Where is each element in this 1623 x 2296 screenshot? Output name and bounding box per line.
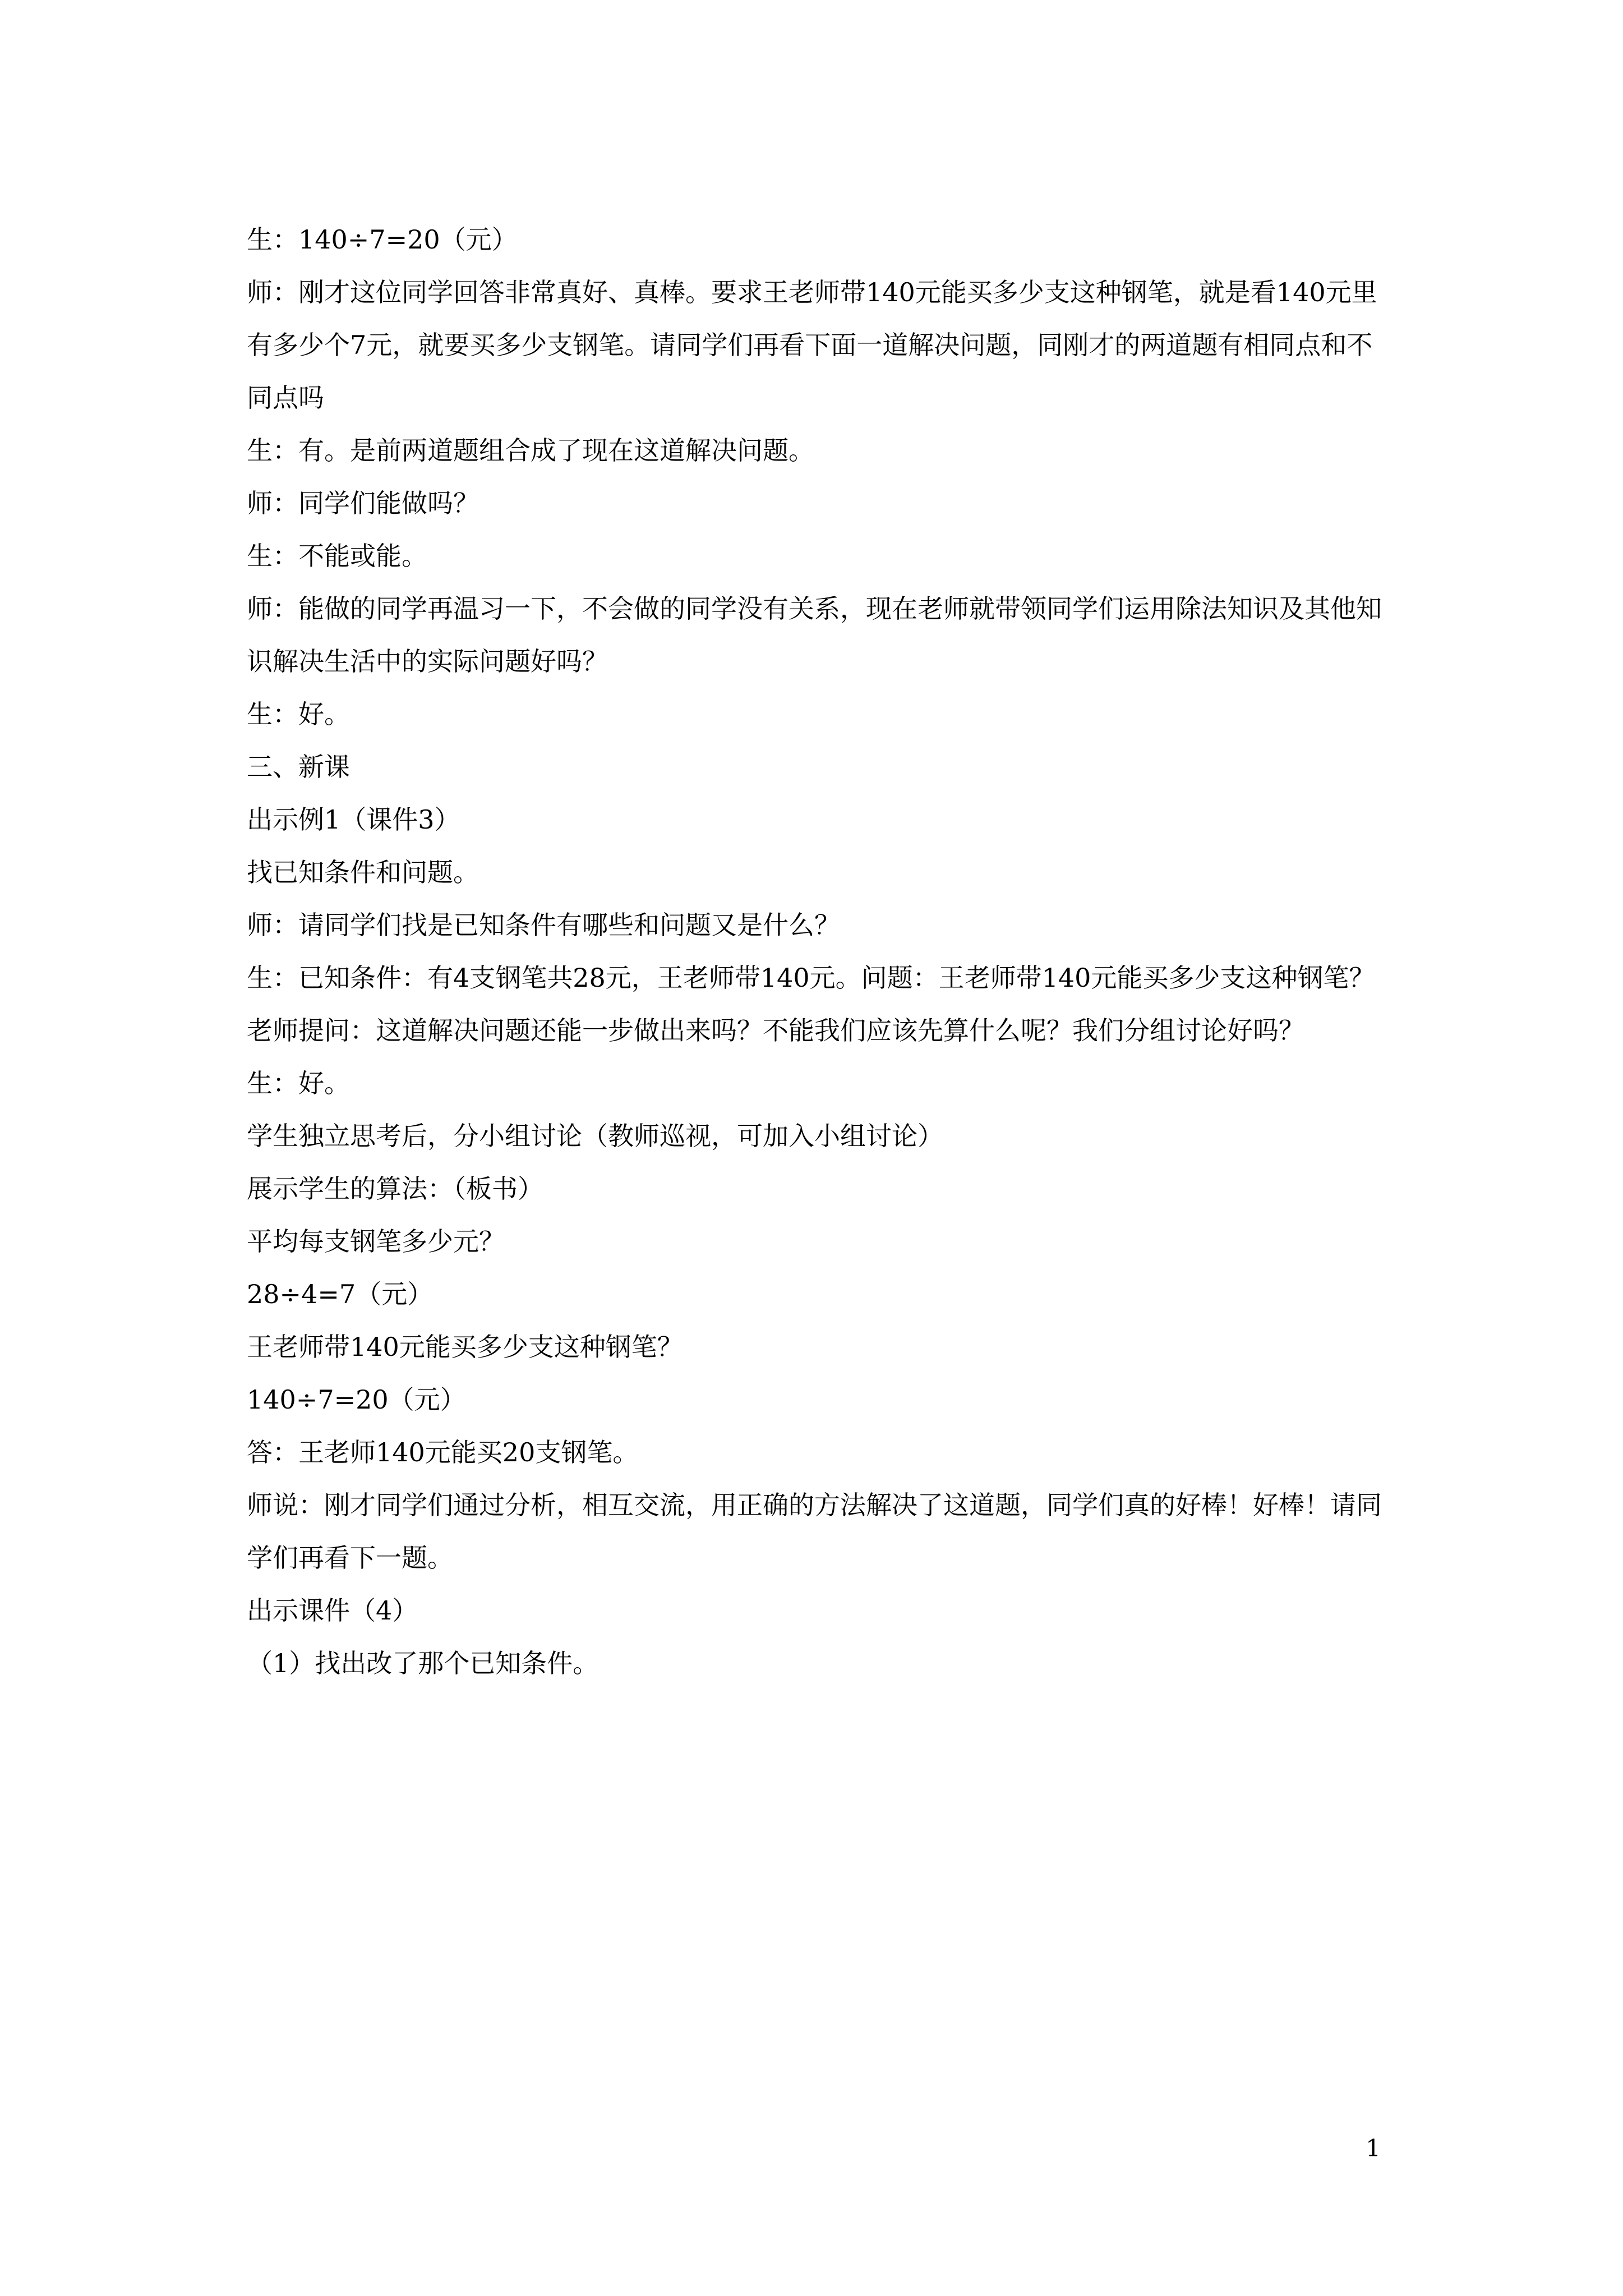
paragraph: 生：不能或能。 [247,541,427,571]
paragraph: 师说：刚才同学们通过分析，相互交流，用正确的方法解决了这道题，同学们真的好棒！好棒！请同学们再看下一题。 [247,1490,1382,1573]
paragraph: 王老师带140元能买多少支这种钢笔？ [247,1332,683,1362]
paragraph: 生：好。 [247,1068,350,1098]
paragraph: 老师提问：这道解决问题还能一步做出来吗？不能我们应该先算什么呢？我们分组讨论好吗？ [247,1015,1304,1046]
paragraph: 师：刚才这位同学回答非常真好、真棒。要求王老师带140元能买多少支这种钢笔，就是看140元里有多少个7元，就要买多少支钢笔。请同学们再看下面一道解决问题，同刚才的两道题有相同点和不同点吗 [247,277,1377,413]
paragraph: 生：有。是前两道题组合成了现在这道解决问题。 [247,435,814,466]
paragraph: 28÷4=7（元） [247,1279,434,1309]
paragraph: 生：140÷7=20（元） [247,224,518,255]
paragraph: 师：同学们能做吗？ [247,488,479,518]
section-heading: 三、新课 [247,752,350,782]
paragraph: 平均每支钢笔多少元？ [247,1226,505,1257]
paragraph: 140÷7=20（元） [247,1384,466,1415]
paragraph: 生：已知条件：有4支钢笔共28元，王老师带140元。问题：王老师带140元能买多少支这种钢笔？ [247,963,1375,993]
paragraph: （1）找出改了那个已知条件。 [247,1648,599,1678]
paragraph: 师：能做的同学再温习一下，不会做的同学没有关系，现在老师就带领同学们运用除法知识及其他知识解决生活中的实际问题好吗？ [247,593,1382,677]
paragraph: 找已知条件和问题。 [247,857,479,887]
paragraph: 学生独立思考后，分小组讨论（教师巡视，可加入小组讨论） [247,1121,943,1151]
paragraph: 师：请同学们找是已知条件有哪些和问题又是什么？ [247,910,840,940]
paragraph: 出示例1（课件3） [247,804,460,835]
paragraph: 生：好。 [247,699,350,729]
paragraph: 答：王老师140元能买20支钢笔。 [247,1437,639,1467]
paragraph: 展示学生的算法：（板书） [247,1174,543,1204]
paragraph: 出示课件（4） [247,1595,418,1626]
document-body [247,213,1391,1690]
page-number: 1 [1366,2134,1381,2162]
